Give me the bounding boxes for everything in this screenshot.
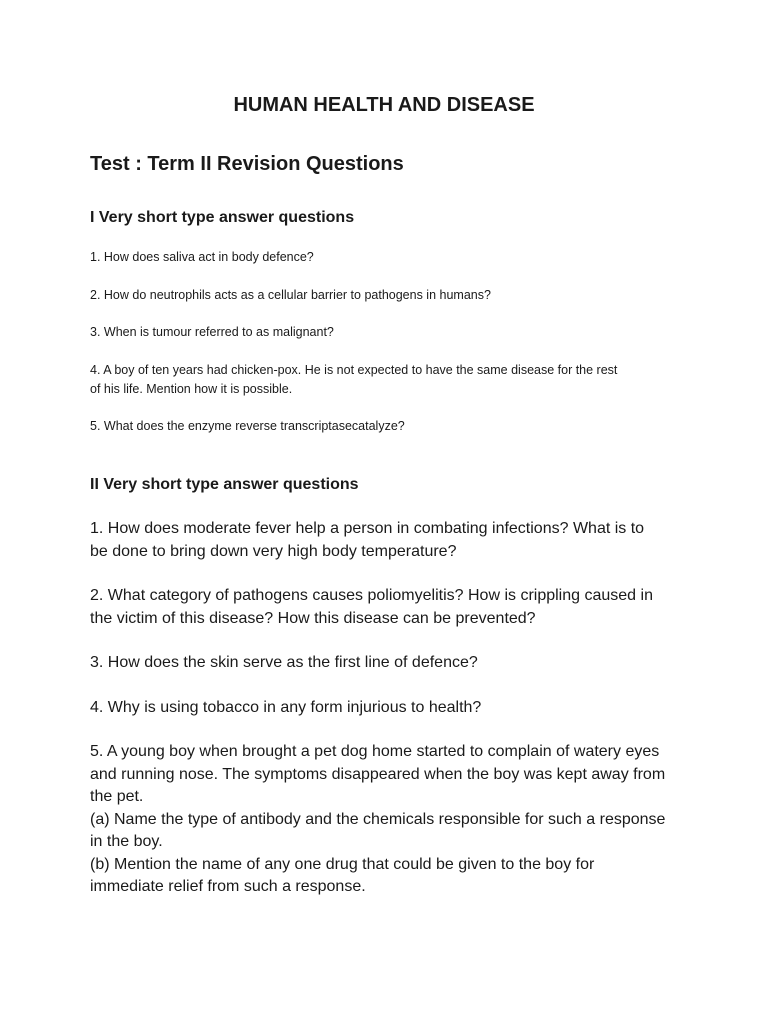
question-line: 3. How does the skin serve as the first line of defence? [90,654,478,671]
section2-question-1 [90,518,690,563]
question-line: the pet. [90,788,144,805]
test-title: Test : Term II Revision Questions [90,153,404,175]
section1-question-2 [90,286,690,305]
question-line: in the boy. [90,833,163,850]
question-line: 2. How do neutrophils acts as a cellular barrier to pathogens in humans? [90,288,491,302]
question-line: 4. A boy of ten years had chicken-pox. He is not expected to have the same disease for the rest [90,363,618,377]
question-line: 5. What does the enzyme reverse transcriptasecatalyze? [90,419,405,433]
question-line: and running nose. The symptoms disappeared when the boy was kept away from [90,765,666,783]
section2-question-2 [90,585,690,630]
question-line: 4. Why is using tobacco in any form injurious to health? [90,699,482,716]
question-line: 5. A young boy when brought a pet dog home started to complain of watery eyes [90,743,660,760]
question-line: immediate relief from such a response. [90,878,366,895]
section1-question-1 [90,248,690,267]
section2-question-5 [90,741,690,899]
question-line: (a) Name the type of antibody and the chemicals responsible for such a response [90,810,666,828]
question-line: 3. When is tumour referred to as malignant? [90,325,334,339]
question-line: of his life. Mention how it is possible. [90,382,293,396]
question-line: the victim of this disease? How this disease can be prevented? [90,609,536,627]
section2-question-3 [90,652,690,675]
question-line: be done to bring down very high body temperature? [90,542,457,560]
question-line: (b) Mention the name of any one drug that could be given to the boy for [90,855,595,873]
section2-question-4 [90,697,690,720]
question-line: 1. How does moderate fever help a person in combating infections? What is to [90,520,645,537]
section1-heading: I Very short type answer questions [90,209,355,226]
question-line: 1. How does saliva act in body defence? [90,250,314,264]
section1-question-4 [90,361,690,399]
section2-heading: II Very short type answer questions [90,476,359,493]
section1-question-5 [90,417,690,436]
document-title: HUMAN HEALTH AND DISEASE [233,94,535,116]
question-line: 2. What category of pathogens causes poliomyelitis? How is crippling caused in [90,587,653,604]
section1-question-3 [90,323,690,342]
